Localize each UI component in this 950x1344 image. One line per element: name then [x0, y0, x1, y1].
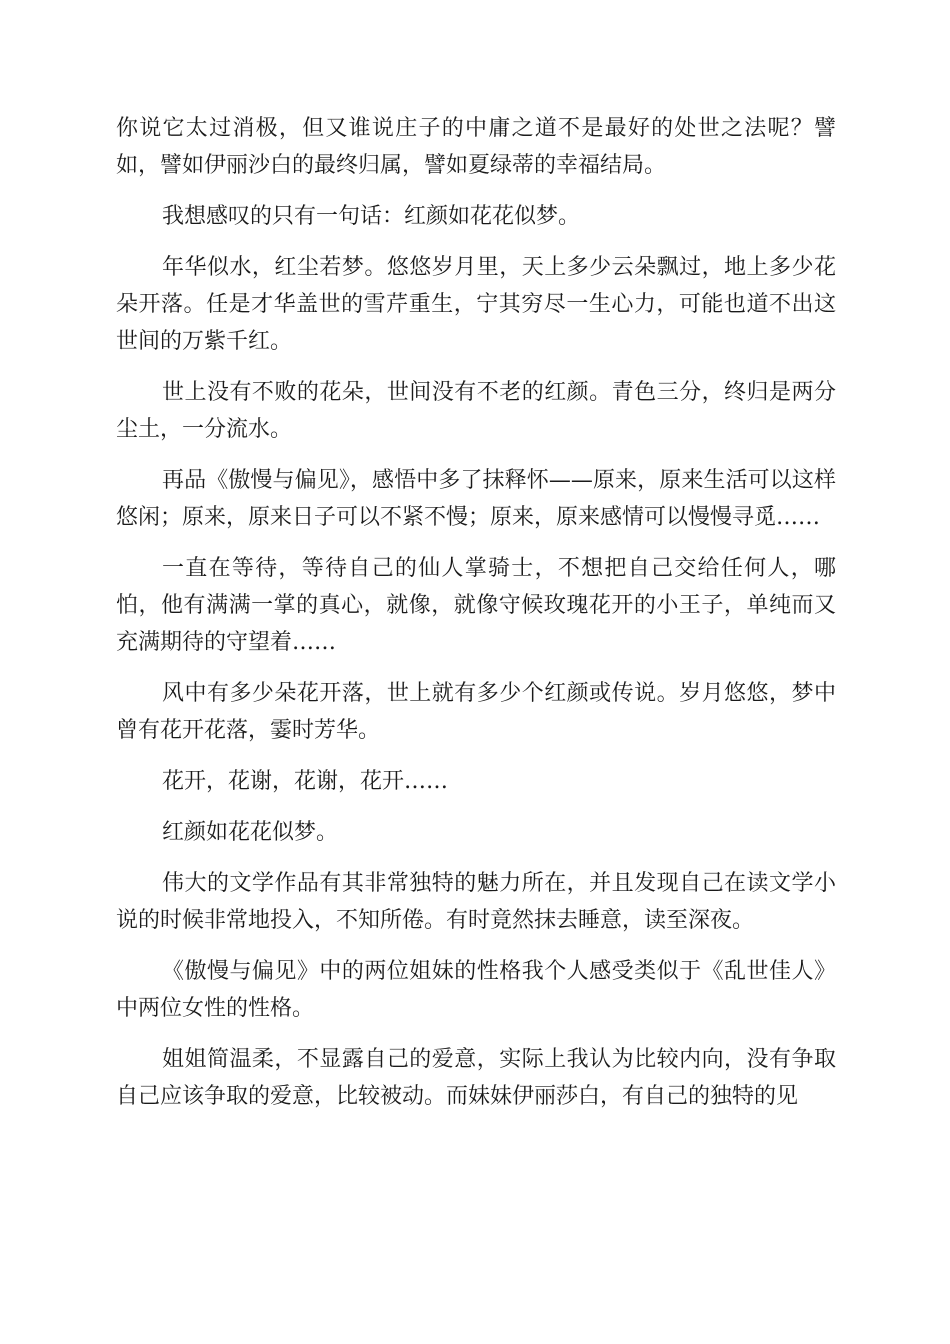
paragraph: 你说它太过消极，但又谁说庄子的中庸之道不是最好的处世之法呢？譬如，譬如伊丽沙白的最终归属，譬如夏绿蒂的幸福结局。 [116, 116, 836, 178]
paragraph: 再品《傲慢与偏见》，感悟中多了抹释怀——原来，原来生活可以这样悠闲；原来，原来日子可以不紧不慢；原来，原来感情可以慢慢寻觅…… [116, 468, 836, 530]
paragraph: 《傲慢与偏见》中的两位姐妹的性格我个人感受类似于《乱世佳人》中两位女性的性格。 [116, 959, 836, 1021]
paragraph: 年华似水，红尘若梦。悠悠岁月里，天上多少云朵飘过，地上多少花朵开落。任是才华盖世的雪芹重生，宁其穷尽一生心力，可能也道不出这世间的万紫千红。 [116, 255, 836, 354]
paragraph: 姐姐简温柔，不显露自己的爱意，实际上我认为比较内向，没有争取自己应该争取的爱意，比较被动。而妹妹伊丽莎白，有自己的独特的见 [116, 1047, 836, 1109]
paragraph: 伟大的文学作品有其非常独特的魅力所在，并且发现自己在读文学小说的时候非常地投入，不知所倦。有时竟然抹去睡意，读至深夜。 [116, 871, 836, 933]
paragraph: 世上没有不败的花朵，世间没有不老的红颜。青色三分，终归是两分尘土，一分流水。 [116, 380, 836, 442]
paragraph: 我想感叹的只有一句话：红颜如花花似梦。 [162, 204, 581, 229]
paragraph: 风中有多少朵花开落，世上就有多少个红颜或传说。岁月悠悠，梦中曾有花开花落，霎时芳华。 [116, 681, 836, 743]
paragraph: 一直在等待，等待自己的仙人掌骑士，不想把自己交给任何人，哪怕，他有满满一掌的真心，就像，就像守候玫瑰花开的小王子，单纯而又充满期待的守望着…… [116, 556, 836, 655]
paragraph: 花开，花谢，花谢，花开…… [162, 769, 449, 794]
paragraph: 红颜如花花似梦。 [162, 820, 339, 845]
document-body [116, 110, 836, 1129]
